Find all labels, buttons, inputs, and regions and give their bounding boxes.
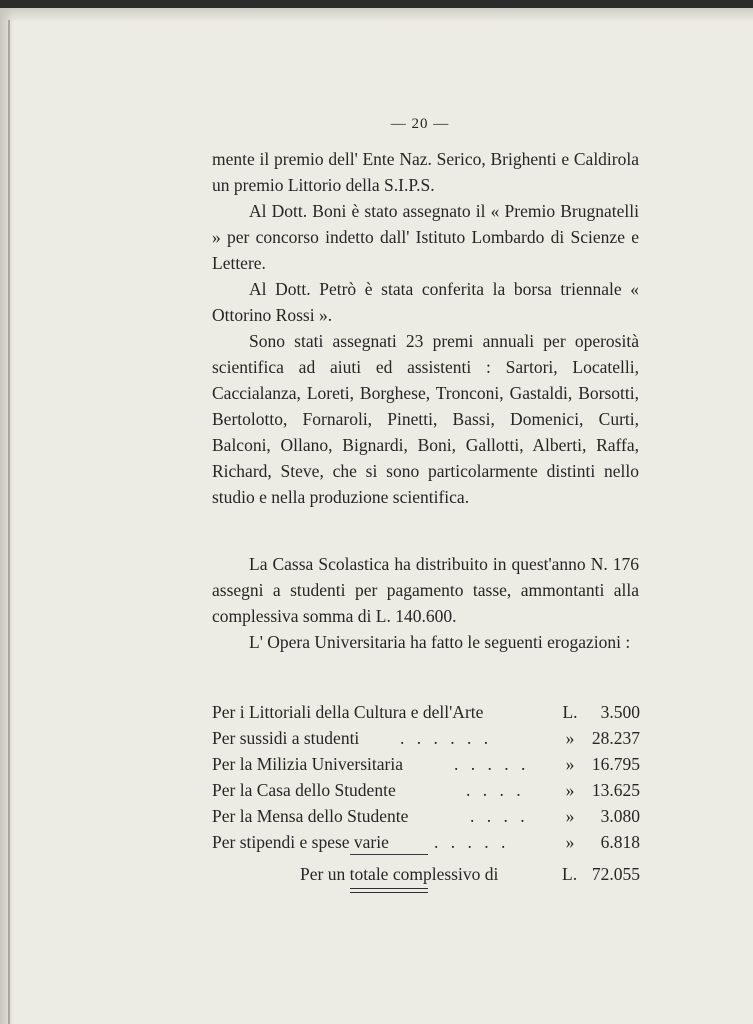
paragraph-premio-ente: mente il premio dell' Ente Naz. Serico, Brighenti e Caldirola un premio Littorio della S.I.P.S.	[212, 149, 639, 195]
subtotal-rule	[350, 854, 428, 855]
ledger-row	[212, 803, 640, 829]
ledger-label: Per i Littoriali della Cultura e dell'Arte	[212, 702, 484, 722]
ledger-total-currency: L.	[562, 864, 578, 884]
ledger-dots: . . . . .	[434, 832, 510, 852]
ledger-dots: . . . .	[470, 806, 529, 826]
body-text-cassa	[212, 551, 639, 655]
page-number: — 20 —	[390, 116, 450, 132]
ledger-row	[212, 751, 640, 777]
ledger-amount: 3.500	[600, 702, 640, 722]
ledger-label: Per la Milizia Universitaria	[212, 754, 403, 774]
ledger-currency: »	[565, 832, 575, 852]
ledger-row	[212, 777, 640, 803]
paragraph-premio-brugnatelli: Al Dott. Boni è stato assegnato il « Premio Brugnatelli » per concorso indetto dall' Istituto Lombardo di Scienze e Lettere.	[212, 201, 639, 273]
ledger-currency: »	[565, 806, 575, 826]
ledger-label: Per la Mensa dello Studente	[212, 806, 409, 826]
paragraph-premi-annuali: Sono stati assegnati 23 premi annuali per operosità scientifica ad aiuti ed assistenti : Sartori, Locatelli, Caccialanza, Loreti, Borghese, Tronconi, Gastaldi, Borsotti, Bertolotto, Fornaroli, Pinetti, Bassi, Domenici, Curti, Balconi, Ollano, Bignardi, Boni, Gallotti, Alberti, Raffa, Richard, Steve, che si sono particolarmente distinti nello studio e nella produzione scientifica.	[212, 331, 639, 507]
ledger-amount: 13.625	[591, 780, 640, 800]
ledger-label: Per la Casa dello Studente	[212, 780, 396, 800]
ledger-dots: . . . .	[466, 780, 525, 800]
ledger-amount: 28.237	[591, 728, 640, 748]
ledger-currency: »	[565, 728, 575, 748]
ledger-dots: . . . . . .	[400, 728, 493, 748]
paragraph-opera-universitaria: L' Opera Universitaria ha fatto le seguenti erogazioni :	[249, 632, 631, 652]
ledger-amount: 16.795	[591, 754, 640, 774]
ledger-dots: . . . . .	[454, 754, 530, 774]
paragraph-borsa-rossi: Al Dott. Petrò è stata conferita la borsa triennale « Ottorino Rossi ».	[212, 279, 639, 325]
ledger-total-label: Per un totale complessivo di	[300, 864, 499, 884]
ledger-label: Per stipendi e spese varie	[212, 832, 389, 852]
page-top-shadow	[0, 8, 753, 22]
binding-shade	[0, 8, 14, 1024]
ledger-label: Per sussidi a studenti	[212, 728, 360, 748]
ledger-row	[212, 829, 640, 855]
ledger-total-row	[212, 861, 640, 887]
ledger-currency: »	[565, 780, 575, 800]
ledger-currency: »	[565, 754, 575, 774]
ledger-row	[212, 725, 640, 751]
ledger-currency: L.	[562, 702, 578, 722]
ledger-amount: 6.818	[600, 832, 640, 852]
total-double-rule	[350, 888, 428, 893]
paragraph-cassa-scolastica: La Cassa Scolastica ha distribuito in quest'anno N. 176 assegni a studenti per pagamento tasse, ammontanti alla complessiva somma di L. 140.600.	[212, 554, 639, 626]
ledger-row	[212, 699, 640, 725]
ledger-total-amount: 72.055	[591, 864, 640, 884]
body-text-top	[212, 146, 639, 510]
page-top-edge	[0, 0, 753, 8]
binding-line	[8, 20, 10, 1024]
ledger-amount: 3.080	[600, 806, 640, 826]
erogazioni-table	[212, 699, 640, 855]
